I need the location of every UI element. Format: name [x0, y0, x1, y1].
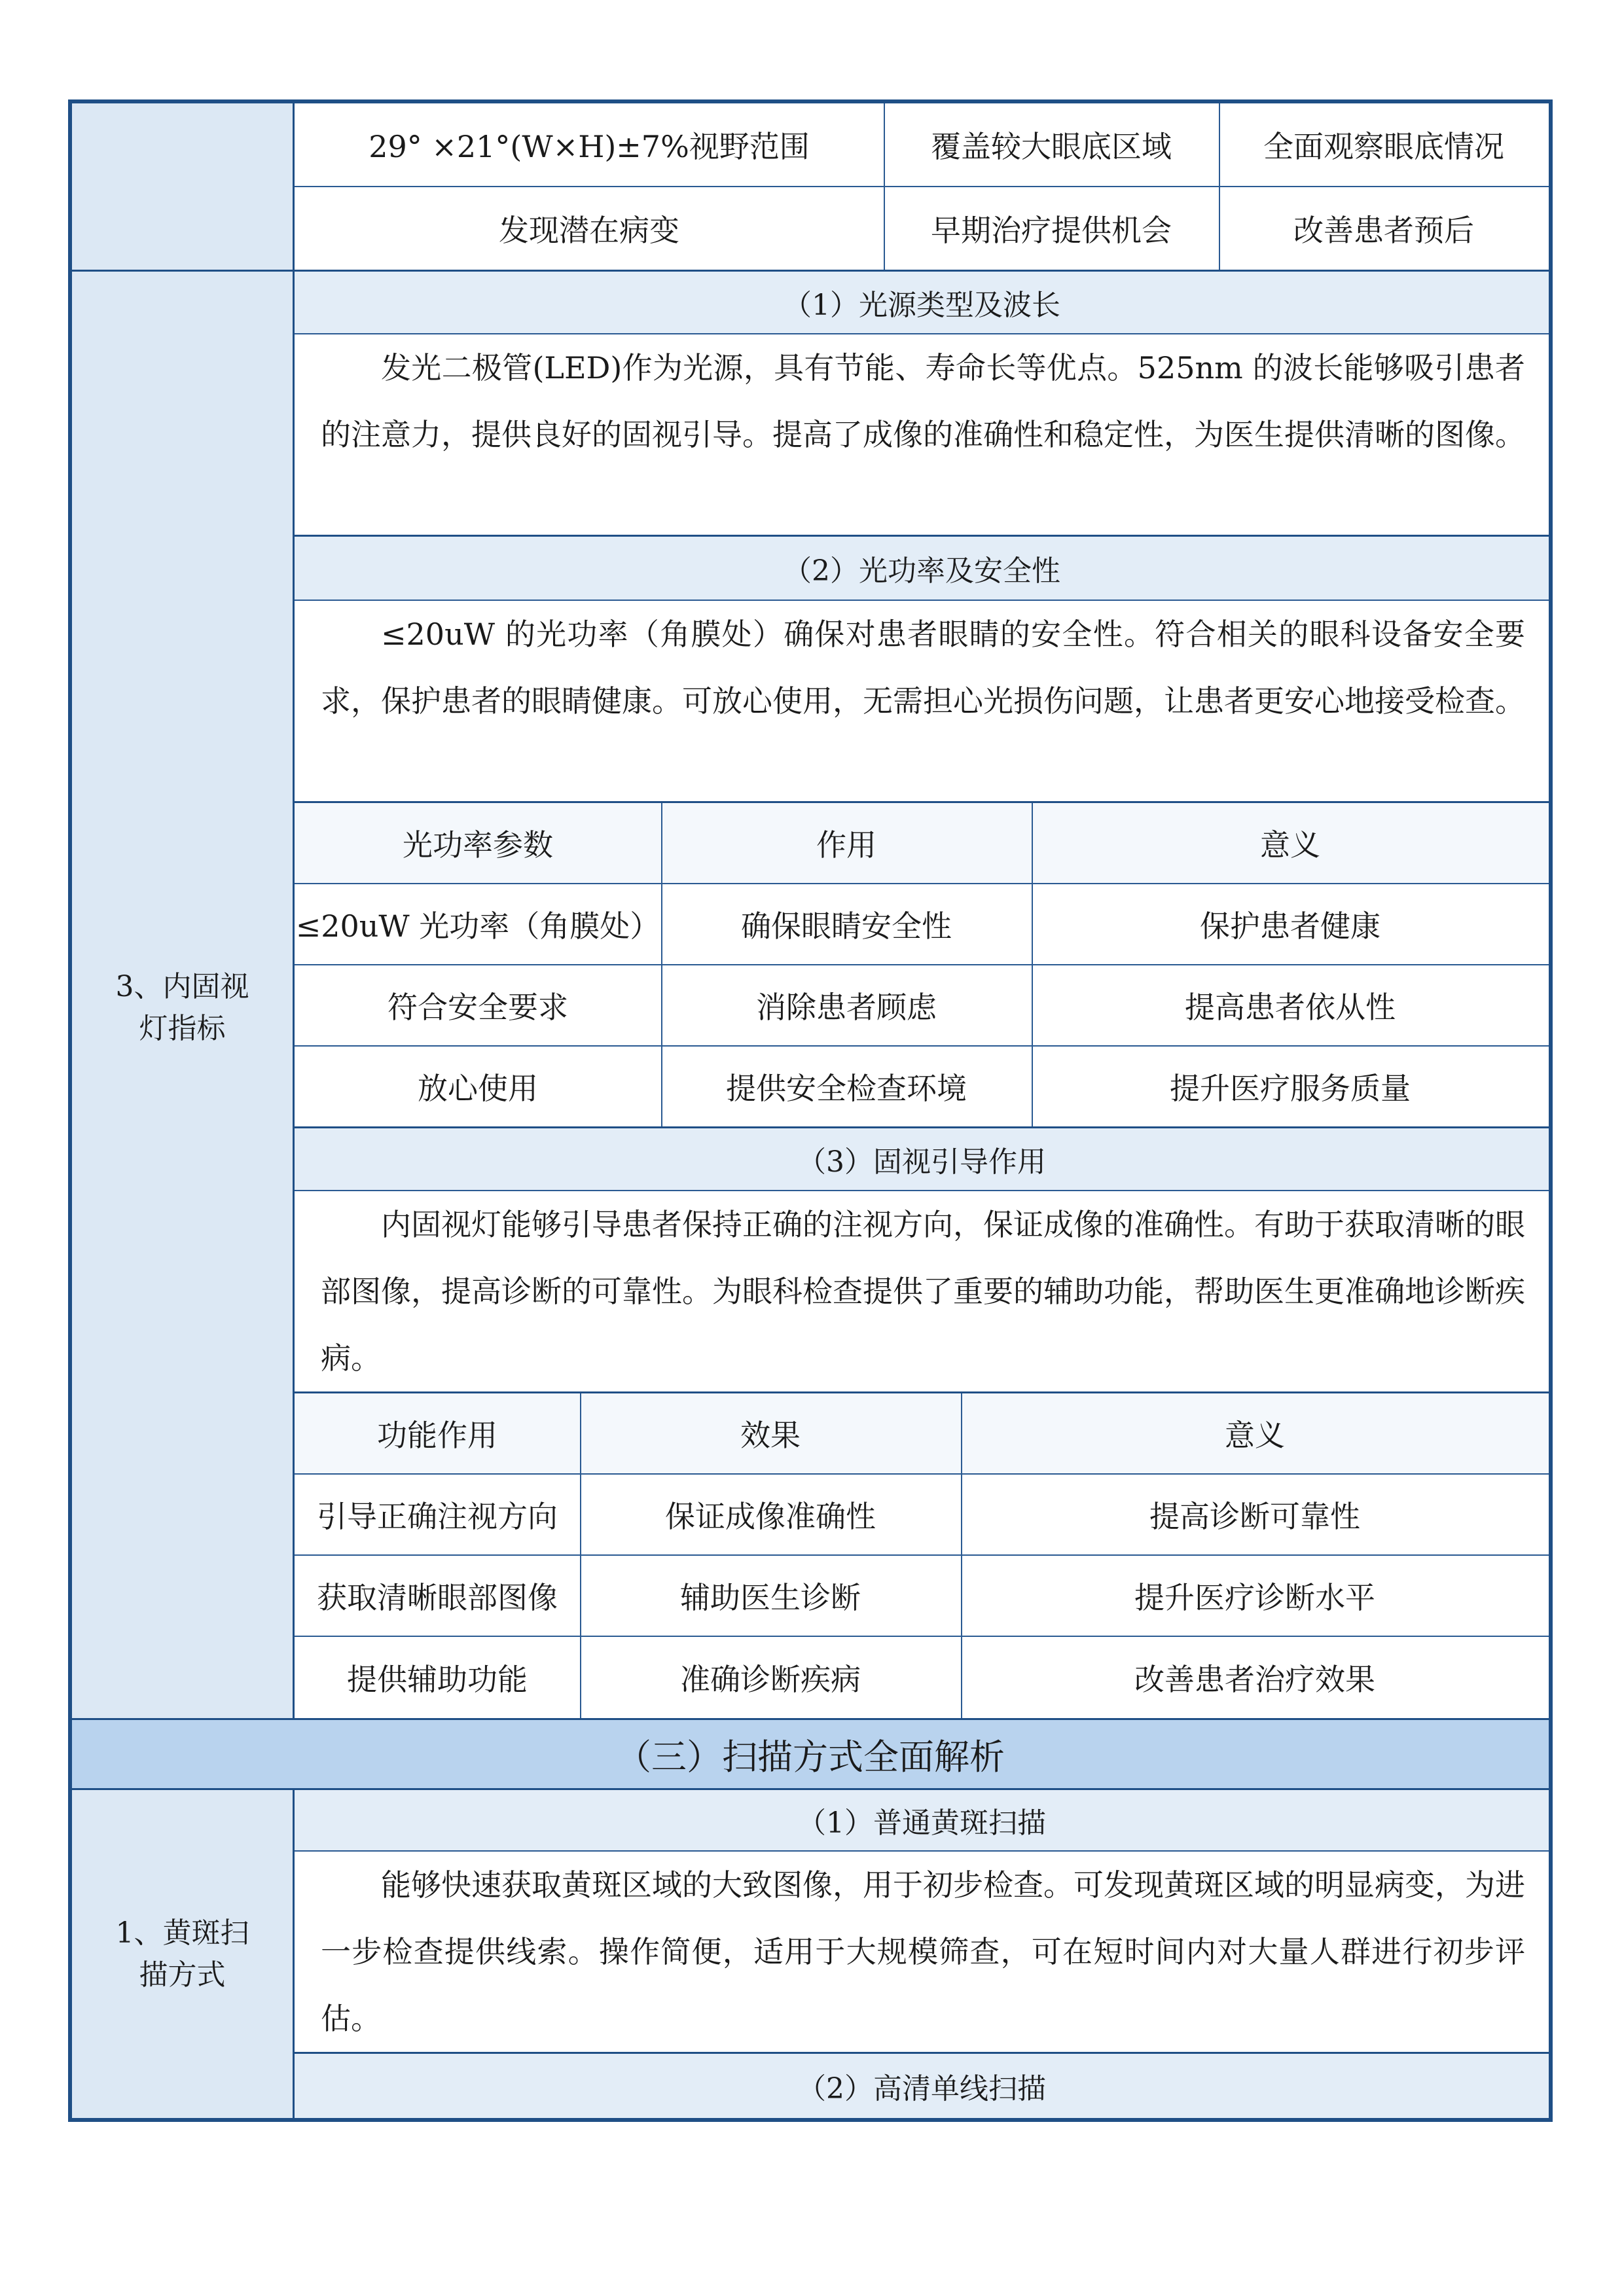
fixation-light-label: 3、内固视灯指标	[72, 272, 295, 1744]
table-cell: 改善患者治疗效果	[1134, 1662, 1375, 1697]
subsection-title: （1）光源类型及波长	[295, 272, 1549, 333]
table-cell: 改善患者预后	[1293, 213, 1474, 248]
column-divider	[884, 103, 885, 270]
column-divider	[1032, 803, 1033, 1126]
column-divider	[580, 1393, 581, 1718]
table-cell: 保证成像准确性	[665, 1499, 876, 1534]
table-cell: 获取清晰眼部图像	[317, 1580, 558, 1615]
section-title-scan-modes: （三）扫描方式全面解析	[72, 1720, 1549, 1788]
table-cell: 覆盖较大眼底区域	[931, 129, 1172, 164]
table-cell: 提高诊断可靠性	[1149, 1499, 1360, 1534]
table-cell: 辅助医生诊断	[680, 1580, 861, 1615]
macula-scan-label: 1、黄斑扫描方式	[72, 1790, 295, 2118]
table-cell: 全面观察眼底情况	[1263, 129, 1504, 164]
table-cell: 29° ×21°(W×H)±7%视野范围	[369, 129, 810, 164]
table-cell: 早期治疗提供机会	[931, 213, 1172, 248]
table-header-cell: 作用	[661, 803, 1032, 883]
table-cell: 提供辅助功能	[347, 1662, 528, 1697]
table-cell: ≤20uW 光功率（角膜处）	[295, 908, 660, 944]
table-header-cell: 意义	[961, 1393, 1549, 1473]
spec-table-frame	[68, 99, 1553, 2122]
table-cell: 提升医疗诊断水平	[1134, 1580, 1375, 1615]
table-header-cell: 效果	[580, 1393, 961, 1473]
paragraph-light-source: 发光二极管(LED)作为光源，具有节能、寿命长等优点。525nm 的波长能够吸引患者的注意力，提供良好的固视引导。提高了成像的准确性和稳定性，为医生提供清晰的图像。	[321, 350, 1525, 452]
table-cell: 引导正确注视方向	[317, 1499, 558, 1534]
table-cell: 符合安全要求	[388, 990, 568, 1025]
table-cell: 提供安全检查环境	[726, 1071, 967, 1106]
subsection-title: （3）固视引导作用	[295, 1128, 1549, 1190]
table-cell: 提高患者依从性	[1185, 990, 1396, 1025]
subsection-title: （2）高清单线扫描	[295, 2054, 1549, 2118]
table-header-cell: 光功率参数	[295, 803, 661, 883]
continued-label-cell	[72, 103, 295, 270]
table-cell: 确保眼睛安全性	[741, 908, 952, 944]
table-header-cell: 意义	[1032, 803, 1549, 883]
table-cell: 放心使用	[418, 1071, 538, 1106]
table-cell: 提升医疗服务质量	[1170, 1071, 1411, 1106]
column-divider	[961, 1393, 962, 1718]
table-cell: 消除患者顾虑	[756, 990, 937, 1025]
subsection-title: （1）普通黄斑扫描	[295, 1790, 1549, 1850]
column-divider	[661, 803, 662, 1126]
subsection-title: （2）光功率及安全性	[295, 537, 1549, 600]
table-cell: 发现潜在病变	[499, 213, 679, 248]
table-header-cell: 功能作用	[295, 1393, 580, 1473]
paragraph-fixation-guide: 内固视灯能够引导患者保持正确的注视方向，保证成像的准确性。有助于获取清晰的眼部图像，提高诊断的可靠性。为眼科检查提供了重要的辅助功能，帮助医生更准确地诊断疾病。	[321, 1207, 1525, 1376]
table-cell: 准确诊断疾病	[680, 1662, 861, 1697]
paragraph-normal-macula-scan: 能够快速获取黄斑区域的大致图像，用于初步检查。可发现黄斑区域的明显病变，为进一步检查提供线索。操作简便，适用于大规模筛查，可在短时间内对大量人群进行初步评估。	[321, 1867, 1525, 2036]
paragraph-light-power: ≤20uW 的光功率（角膜处）确保对患者眼睛的安全性。符合相关的眼科设备安全要求，保护患者的眼睛健康。可放心使用，无需担心光损伤问题，让患者更安心地接受检查。	[321, 617, 1525, 719]
column-divider	[1219, 103, 1220, 270]
table-cell: 保护患者健康	[1200, 908, 1380, 944]
